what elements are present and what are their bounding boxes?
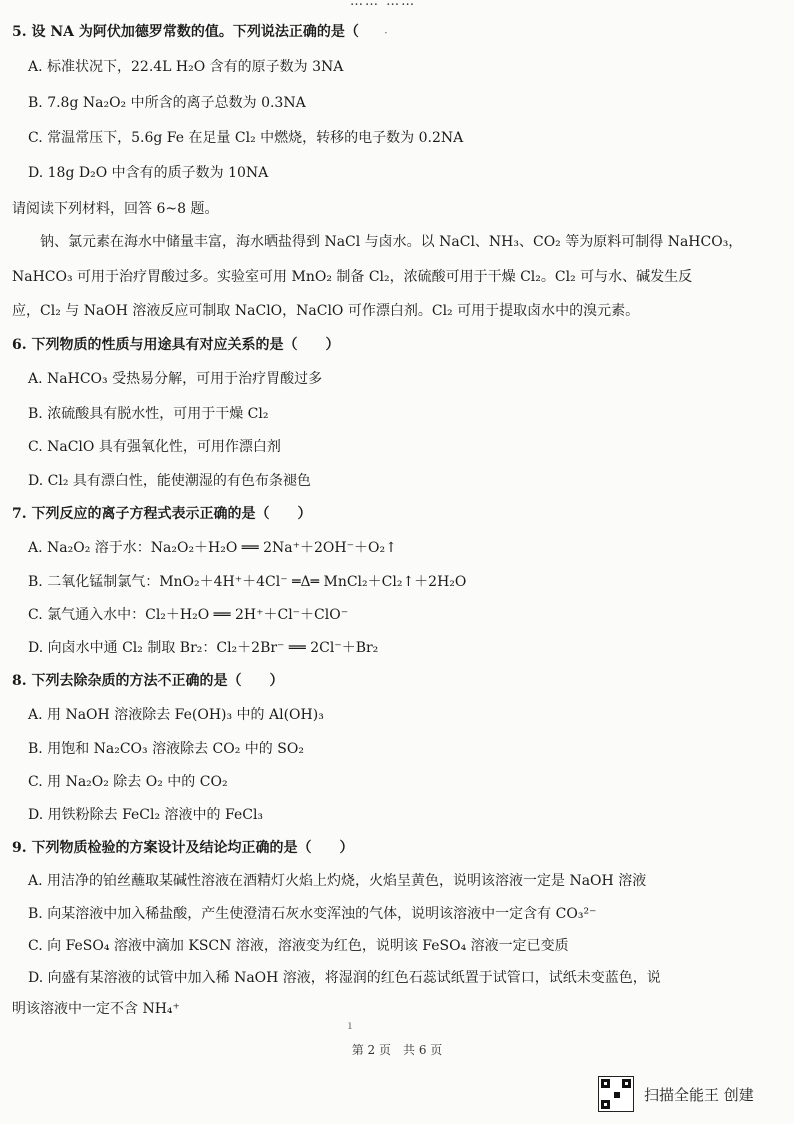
question-9: 9. 下列物质检验的方案设计及结论均正确的是（ ） (12, 840, 354, 856)
qr-code-icon (598, 1076, 634, 1112)
q8-option-b: B. 用饱和 Na₂CO₃ 溶液除去 CO₂ 中的 SO₂ (28, 741, 304, 757)
q6-option-a: A. NaHCO₃ 受热易分解，可用于治疗胃酸过多 (28, 371, 323, 387)
material-line-3: 应，Cl₂ 与 NaOH 溶液反应可制取 NaClO，NaClO 可作漂白剂。Cl₂ 可用于提取卤水中的溴元素。 (12, 303, 640, 319)
q5-option-c: C. 常温常压下，5.6g Fe 在足量 Cl₂ 中燃烧，转移的电子数为 0.2NA (28, 130, 464, 146)
q9-option-d: D. 向盛有某溶液的试管中加入稀 NaOH 溶液，将湿润的红色石蕊试纸置于试管口，试纸未变蓝色，说 (28, 970, 661, 986)
page-footer: 第 2 页 共 6 页 (351, 1043, 443, 1057)
question-7: 7. 下列反应的离子方程式表示正确的是（ ） (12, 506, 312, 522)
q7-option-c: C. 氯气通入水中：Cl₂＋H₂O ══ 2H⁺＋Cl⁻＋ClO⁻ (28, 607, 349, 623)
q7-option-d: D. 向卤水中通 Cl₂ 制取 Br₂：Cl₂＋2Br⁻ ══ 2Cl⁻＋Br₂ (28, 640, 379, 656)
material-line-1: 钠、氯元素在海水中储量丰富，海水晒盐得到 NaCl 与卤水。以 NaCl、NH₃、CO₂ 等为原料可制得 NaHCO₃， (12, 234, 743, 250)
q9-option-c: C. 向 FeSO₄ 溶液中滴加 KSCN 溶液，溶液变为红色，说明该 FeSO₄ 溶液一定已变质 (28, 938, 569, 954)
scanner-watermark (598, 1076, 754, 1112)
q6-option-c: C. NaClO 具有强氧化性，可用作漂白剂 (28, 439, 281, 455)
watermark-text: 扫描全能王 创建 (644, 1085, 754, 1104)
scan-speck: · (384, 26, 388, 40)
question-6: 6. 下列物质的性质与用途具有对应关系的是（ ） (12, 337, 340, 353)
q7-option-b: B. 二氧化锰制氯气：MnO₂＋4H⁺＋4Cl⁻ ═Δ═ MnCl₂＋Cl₂↑＋2H₂O (28, 574, 467, 590)
scan-speck: ı (348, 1018, 352, 1032)
question-5: 5. 设 NA 为阿伏加德罗常数的值。下列说法正确的是（ (12, 24, 359, 40)
q6-option-d: D. Cl₂ 具有漂白性，能使潮湿的有色布条褪色 (28, 473, 311, 489)
material-line-2: NaHCO₃ 可用于治疗胃酸过多。实验室可用 MnO₂ 制备 Cl₂，浓硫酸可用于干燥 Cl₂。Cl₂ 可与水、碱发生反 (12, 269, 693, 285)
q8-option-a: A. 用 NaOH 溶液除去 Fe(OH)₃ 中的 Al(OH)₃ (28, 707, 324, 723)
q5-option-a: A. 标准状况下，22.4L H₂O 含有的原子数为 3NA (28, 59, 344, 75)
q6-option-b: B. 浓硫酸具有脱水性，可用于干燥 Cl₂ (28, 406, 269, 422)
q9-option-a: A. 用洁净的铂丝蘸取某碱性溶液在酒精灯火焰上灼烧，火焰呈黄色，说明该溶液一定是 NaOH 溶液 (28, 873, 647, 889)
q9-option-b: B. 向某溶液中加入稀盐酸，产生使澄清石灰水变浑浊的气体，说明该溶液中一定含有 CO₃²⁻ (28, 906, 597, 922)
q9-option-d-cont: 明该溶液中一定不含 NH₄⁺ (12, 1001, 180, 1017)
q7-option-a: A. Na₂O₂ 溶于水：Na₂O₂＋H₂O ══ 2Na⁺＋2OH⁻＋O₂↑ (28, 540, 397, 556)
q5-option-b: B. 7.8g Na₂O₂ 中所含的离子总数为 0.3NA (28, 95, 306, 111)
q8-option-c: C. 用 Na₂O₂ 除去 O₂ 中的 CO₂ (28, 774, 228, 790)
question-8: 8. 下列去除杂质的方法不正确的是（ ） (12, 673, 284, 689)
q8-option-d: D. 用铁粉除去 FeCl₂ 溶液中的 FeCl₃ (28, 807, 264, 823)
header-fragment: …… …… (350, 0, 417, 9)
reading-instruction: 请阅读下列材料，回答 6~8 题。 (12, 201, 219, 217)
q5-option-d: D. 18g D₂O 中含有的质子数为 10NA (28, 165, 269, 181)
